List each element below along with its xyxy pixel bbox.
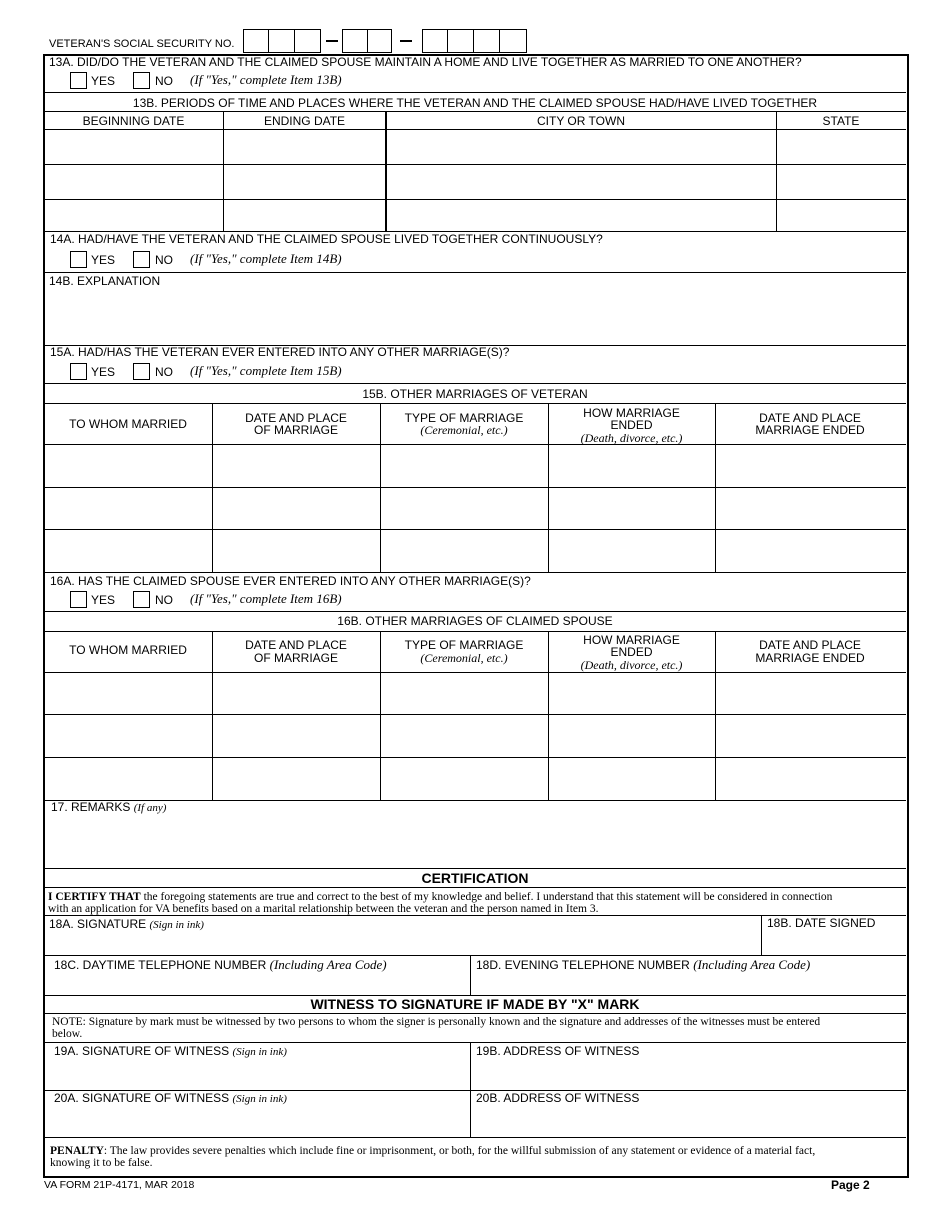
q18d-label-text: 18D. EVENING TELEPHONE NUMBER: [476, 958, 690, 972]
q20a-label: [54, 1092, 287, 1106]
q13a-note: (If "Yes," complete Item 13B): [190, 72, 342, 87]
ssn-dash: [400, 40, 412, 42]
q18b-date-field[interactable]: [762, 932, 905, 954]
q16a-yes-checkbox[interactable]: [70, 591, 87, 608]
q13b-row[interactable]: [44, 165, 906, 199]
witness-heading: WITNESS TO SIGNATURE IF MADE BY "X" MARK: [310, 996, 640, 1012]
q13a-no-label: NO: [155, 74, 173, 88]
col-ending-date: ENDING DATE: [263, 114, 346, 128]
ssn-part-3[interactable]: [422, 29, 527, 53]
q17-label: [51, 801, 166, 815]
q18a-note: (Sign in ink): [149, 919, 204, 931]
q13a-yes-label: YES: [91, 74, 116, 88]
ssn-part-1[interactable]: [243, 29, 321, 53]
q13a-label: 13A. DID/DO THE VETERAN AND THE CLAIMED SPOUSE MAINTAIN A HOME AND LIVE TOGETHER AS MARRIED TO ONE ANOTHER?: [49, 55, 802, 69]
q14a-yes-checkbox[interactable]: [70, 251, 87, 268]
q19b-label: 19B. ADDRESS OF WITNESS: [476, 1044, 640, 1058]
q15a-label: 15A. HAD/HAS THE VETERAN EVER ENTERED INTO ANY OTHER MARRIAGE(S)?: [50, 345, 510, 359]
q20a-label-text: 20A. SIGNATURE OF WITNESS: [54, 1091, 230, 1105]
q20b-label: 20B. ADDRESS OF WITNESS: [476, 1091, 640, 1105]
q16a-yes-label: YES: [91, 593, 116, 607]
q14a-yes-label: YES: [91, 253, 116, 267]
q15b-col-how-ended-3: (Death, divorce, etc.): [580, 431, 683, 445]
q19a-note: (Sign in ink): [232, 1046, 287, 1058]
q14a-note: (If "Yes," complete Item 14B): [190, 251, 342, 266]
q16a-no-checkbox[interactable]: [133, 591, 150, 608]
q14b-label: 14B. EXPLANATION: [49, 274, 161, 288]
q16b-col-how-ended-1: HOW MARRIAGE: [583, 633, 680, 647]
q15b-col-how-ended-2: ENDED: [610, 418, 653, 432]
footer-form-id: VA FORM 21P-4171, MAR 2018: [44, 1179, 195, 1191]
q15b-col-how-ended-1: HOW MARRIAGE: [583, 406, 680, 420]
q17-remarks-field[interactable]: [44, 816, 906, 866]
q18c-note: (Including Area Code): [269, 957, 387, 972]
q19a-label-text: 19A. SIGNATURE OF WITNESS: [54, 1044, 230, 1058]
q16b-col-date-place-1: DATE AND PLACE: [245, 638, 347, 652]
penalty-text-1: : The law provides severe penalties which include fine or imprisonment, or both, for the willful submission of any statement or evidence of a material fact,: [103, 1145, 816, 1157]
q18d-phone-field[interactable]: [471, 974, 905, 994]
q16b-col-how-ended-2: ENDED: [610, 645, 653, 659]
q18c-label-text: 18C. DAYTIME TELEPHONE NUMBER: [54, 958, 267, 972]
footer-page-number: Page 2: [831, 1178, 870, 1192]
q13b-row[interactable]: [44, 200, 906, 231]
q20a-note: (Sign in ink): [232, 1093, 287, 1105]
col-state: STATE: [822, 114, 860, 128]
q15b-row[interactable]: [44, 530, 906, 572]
q16b-row[interactable]: [44, 715, 906, 757]
q15b-col-date-place-2: OF MARRIAGE: [253, 423, 338, 437]
q16b-col-to-whom: TO WHOM MARRIED: [69, 643, 187, 657]
certification-line-1: [48, 891, 832, 903]
col-beginning-date: BEGINNING DATE: [82, 114, 185, 128]
q16b-title: 16B. OTHER MARRIAGES OF CLAIMED SPOUSE: [337, 614, 613, 628]
q15a-note: (If "Yes," complete Item 15B): [190, 363, 342, 378]
q15b-col-date-ended-1: DATE AND PLACE: [759, 411, 861, 425]
q16a-label: 16A. HAS THE CLAIMED SPOUSE EVER ENTERED INTO ANY OTHER MARRIAGE(S)?: [50, 574, 531, 588]
col-city-or-town: CITY OR TOWN: [536, 114, 625, 128]
q18c-phone-field[interactable]: [44, 974, 470, 994]
penalty-line-2: knowing it to be false.: [50, 1157, 153, 1169]
q16a-no-label: NO: [155, 593, 173, 607]
q16b-row[interactable]: [44, 758, 906, 800]
certification-line-2: with an application for VA benefits based on a marital relationship between the veteran and the person named in Item 3.: [48, 903, 599, 915]
q15b-col-type-2: (Ceremonial, etc.): [420, 423, 508, 437]
witness-note-2: below.: [52, 1028, 83, 1040]
q15a-yes-label: YES: [91, 365, 116, 379]
q18c-label: [54, 958, 387, 972]
q19a-label: [54, 1045, 287, 1059]
q14a-no-checkbox[interactable]: [133, 251, 150, 268]
certification-lead: I CERTIFY THAT: [48, 891, 141, 903]
q15b-col-type-1: TYPE OF MARRIAGE: [404, 411, 524, 425]
q15b-row[interactable]: [44, 445, 906, 487]
q14b-explanation-field[interactable]: [44, 290, 906, 344]
q16b-col-type-1: TYPE OF MARRIAGE: [404, 638, 524, 652]
q20a-witness-signature-field[interactable]: [44, 1107, 470, 1136]
q18a-signature-field[interactable]: [44, 932, 760, 954]
q15b-col-date-ended-2: MARRIAGE ENDED: [755, 423, 865, 437]
q14a-label: 14A. HAD/HAVE THE VETERAN AND THE CLAIMED SPOUSE LIVED TOGETHER CONTINUOUSLY?: [50, 232, 603, 246]
ssn-dash: [326, 40, 338, 42]
q13b-title: 13B. PERIODS OF TIME AND PLACES WHERE THE VETERAN AND THE CLAIMED SPOUSE HAD/HAVE LIVED TOGETHER: [132, 96, 818, 110]
certification-text-1: the foregoing statements are true and correct to the best of my knowledge and belief. I understand that this statement will be considered in connection: [140, 891, 833, 903]
certification-heading: CERTIFICATION: [421, 870, 529, 886]
q17-label-text: 17. REMARKS: [51, 800, 131, 814]
q20b-witness-address-field[interactable]: [471, 1107, 905, 1136]
q15b-col-date-place-1: DATE AND PLACE: [245, 411, 347, 425]
q16b-col-date-place-2: OF MARRIAGE: [253, 651, 338, 665]
q15b-col-to-whom: TO WHOM MARRIED: [69, 417, 187, 431]
q16a-note: (If "Yes," complete Item 16B): [190, 591, 342, 606]
q18d-label: [476, 958, 810, 972]
q16b-col-type-2: (Ceremonial, etc.): [420, 651, 508, 665]
q15a-no-label: NO: [155, 365, 173, 379]
q16b-row[interactable]: [44, 673, 906, 714]
q13a-no-checkbox[interactable]: [133, 72, 150, 89]
ssn-label: VETERAN'S SOCIAL SECURITY NO.: [49, 38, 235, 50]
q19b-witness-address-field[interactable]: [471, 1060, 905, 1089]
q15a-no-checkbox[interactable]: [133, 363, 150, 380]
q18b-label: 18B. DATE SIGNED: [767, 916, 876, 930]
q18a-label: [49, 918, 204, 932]
q15b-title: 15B. OTHER MARRIAGES OF VETERAN: [362, 387, 588, 401]
q16b-col-how-ended-3: (Death, divorce, etc.): [580, 658, 683, 672]
q19a-witness-signature-field[interactable]: [44, 1060, 470, 1089]
q13a-yes-checkbox[interactable]: [70, 72, 87, 89]
penalty-line-1: [50, 1145, 815, 1157]
penalty-lead: PENALTY: [50, 1145, 104, 1157]
q18d-note: (Including Area Code): [693, 957, 811, 972]
q18a-label-text: 18A. SIGNATURE: [49, 917, 147, 931]
q13b-row[interactable]: [44, 130, 906, 164]
q15a-yes-checkbox[interactable]: [70, 363, 87, 380]
witness-note-1: NOTE: Signature by mark must be witnessed by two persons to whom the signer is personally known and the signature and addresses of the witnesses must be entered: [52, 1016, 821, 1028]
q15b-row[interactable]: [44, 488, 906, 529]
q16b-col-date-ended-1: DATE AND PLACE: [759, 638, 861, 652]
q16b-col-date-ended-2: MARRIAGE ENDED: [755, 651, 865, 665]
q14a-no-label: NO: [155, 253, 173, 267]
q17-note: (If any): [133, 802, 167, 814]
